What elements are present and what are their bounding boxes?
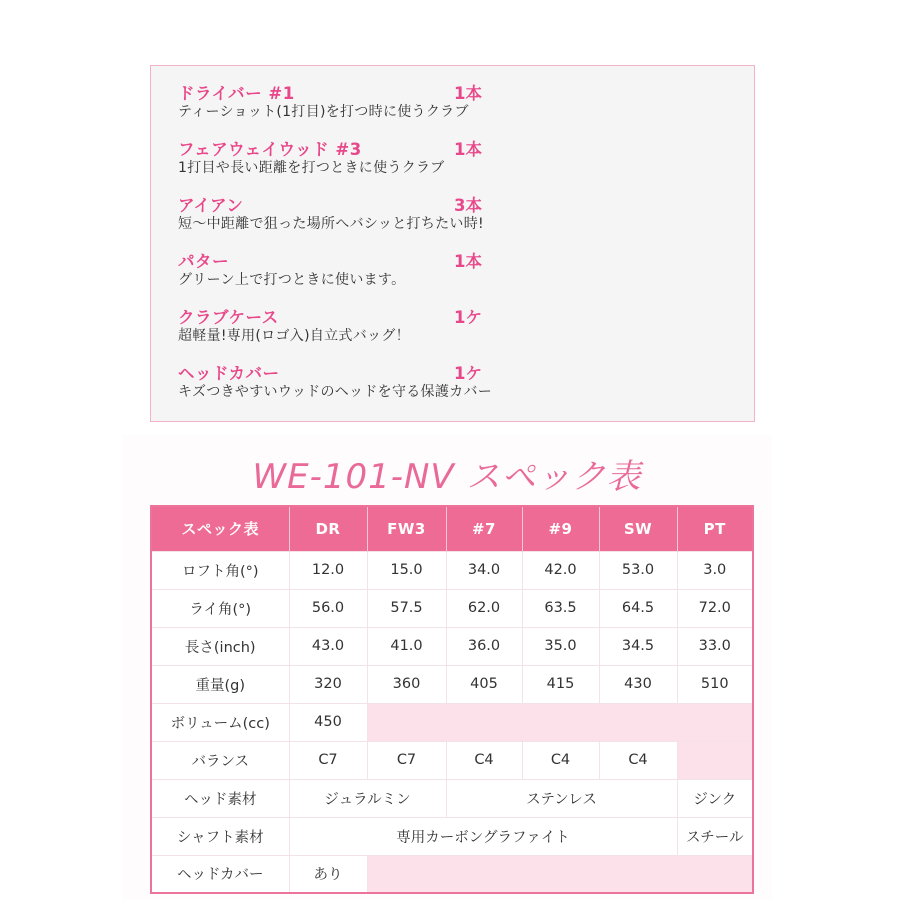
spec-table <box>150 505 754 894</box>
item-description: グリーン上で打つときに使います。 <box>178 272 406 288</box>
table-cell: C7 <box>289 741 367 779</box>
table-cell: 430 <box>599 665 677 703</box>
header-cell: #7 <box>446 506 522 551</box>
table-cell: 450 <box>289 703 367 741</box>
table-cell: 510 <box>677 665 753 703</box>
spec-row-loft <box>151 551 753 589</box>
spec-row-weight <box>151 665 753 703</box>
header-cell: DR <box>289 506 367 551</box>
table-cell: ステンレス <box>446 779 677 817</box>
table-cell: 35.0 <box>522 627 599 665</box>
item-quantity: 1ケ <box>454 364 482 383</box>
table-cell: 33.0 <box>677 627 753 665</box>
empty-cell <box>677 741 753 779</box>
spec-header-row <box>151 506 753 551</box>
empty-cell <box>367 703 753 741</box>
row-label: ヘッドカバー <box>151 855 289 893</box>
table-cell: C7 <box>367 741 446 779</box>
table-cell: スチール <box>677 817 753 855</box>
table-cell: 360 <box>367 665 446 703</box>
item-name: フェアウェイウッド #3 <box>178 140 362 159</box>
contents-item-driver <box>178 78 754 134</box>
table-cell: あり <box>289 855 367 893</box>
spec-title: WE-101-NV スペック表 <box>252 457 642 497</box>
spec-row-volume <box>151 703 753 741</box>
item-quantity: 1本 <box>454 140 482 159</box>
table-cell: 405 <box>446 665 522 703</box>
row-label: 重量(g) <box>151 665 289 703</box>
row-label: ライ角(°) <box>151 589 289 627</box>
item-name: パター <box>178 252 229 271</box>
contents-item-club-case <box>178 302 754 358</box>
item-quantity: 1本 <box>454 84 482 103</box>
table-cell: 43.0 <box>289 627 367 665</box>
table-cell: 53.0 <box>599 551 677 589</box>
header-cell: SW <box>599 506 677 551</box>
item-description: キズつきやすいウッドのヘッドを守る保護カバー <box>178 384 493 400</box>
contents-item-putter <box>178 246 754 302</box>
item-name: クラブケース <box>178 308 279 327</box>
table-cell: 41.0 <box>367 627 446 665</box>
contents-item-iron <box>178 190 754 246</box>
item-quantity: 1ケ <box>454 308 482 327</box>
item-name: アイアン <box>178 196 244 215</box>
item-description: ティーショット(1打目)を打つ時に使うクラブ <box>178 104 469 120</box>
set-contents-box <box>150 65 755 422</box>
item-quantity: 3本 <box>454 196 482 215</box>
table-cell: 34.0 <box>446 551 522 589</box>
table-cell: 62.0 <box>446 589 522 627</box>
item-description: 超軽量!専用(ロゴ入)自立式バッグ！ <box>178 328 410 344</box>
table-cell: 34.5 <box>599 627 677 665</box>
table-cell: 64.5 <box>599 589 677 627</box>
spec-section <box>122 435 772 900</box>
item-quantity: 1本 <box>454 252 482 271</box>
row-label: 長さ(inch) <box>151 627 289 665</box>
table-cell: 57.5 <box>367 589 446 627</box>
contents-item-head-cover <box>178 358 754 414</box>
header-cell: FW3 <box>367 506 446 551</box>
table-cell: 42.0 <box>522 551 599 589</box>
table-cell: C4 <box>446 741 522 779</box>
spec-row-lie <box>151 589 753 627</box>
table-cell: 3.0 <box>677 551 753 589</box>
table-cell: 36.0 <box>446 627 522 665</box>
table-cell: C4 <box>522 741 599 779</box>
table-cell: C4 <box>599 741 677 779</box>
empty-cell <box>367 855 753 893</box>
table-cell: 72.0 <box>677 589 753 627</box>
spec-row-shaft-material <box>151 817 753 855</box>
row-label: シャフト素材 <box>151 817 289 855</box>
header-cell: PT <box>677 506 753 551</box>
table-cell: ジュラルミン <box>289 779 446 817</box>
spec-row-head-cover <box>151 855 753 893</box>
table-cell: 専用カーボングラファイト <box>289 817 677 855</box>
item-description: 1打目や長い距離を打つときに使うクラブ <box>178 160 445 176</box>
spec-row-length <box>151 627 753 665</box>
row-label: ロフト角(°) <box>151 551 289 589</box>
contents-item-fairway-wood <box>178 134 754 190</box>
table-cell: ジンク <box>677 779 753 817</box>
item-name: ドライバー #1 <box>178 84 295 103</box>
item-name: ヘッドカバー <box>178 364 280 383</box>
table-cell: 56.0 <box>289 589 367 627</box>
table-cell: 63.5 <box>522 589 599 627</box>
table-cell: 320 <box>289 665 367 703</box>
table-cell: 15.0 <box>367 551 446 589</box>
header-cell: スペック表 <box>151 506 289 551</box>
spec-row-balance <box>151 741 753 779</box>
table-cell: 12.0 <box>289 551 367 589</box>
row-label: ヘッド素材 <box>151 779 289 817</box>
item-description: 短～中距離で狙った場所へバシッと打ちたい時! <box>178 216 484 232</box>
row-label: バランス <box>151 741 289 779</box>
spec-row-head-material <box>151 779 753 817</box>
header-cell: #9 <box>522 506 599 551</box>
table-cell: 415 <box>522 665 599 703</box>
row-label: ボリューム(cc) <box>151 703 289 741</box>
